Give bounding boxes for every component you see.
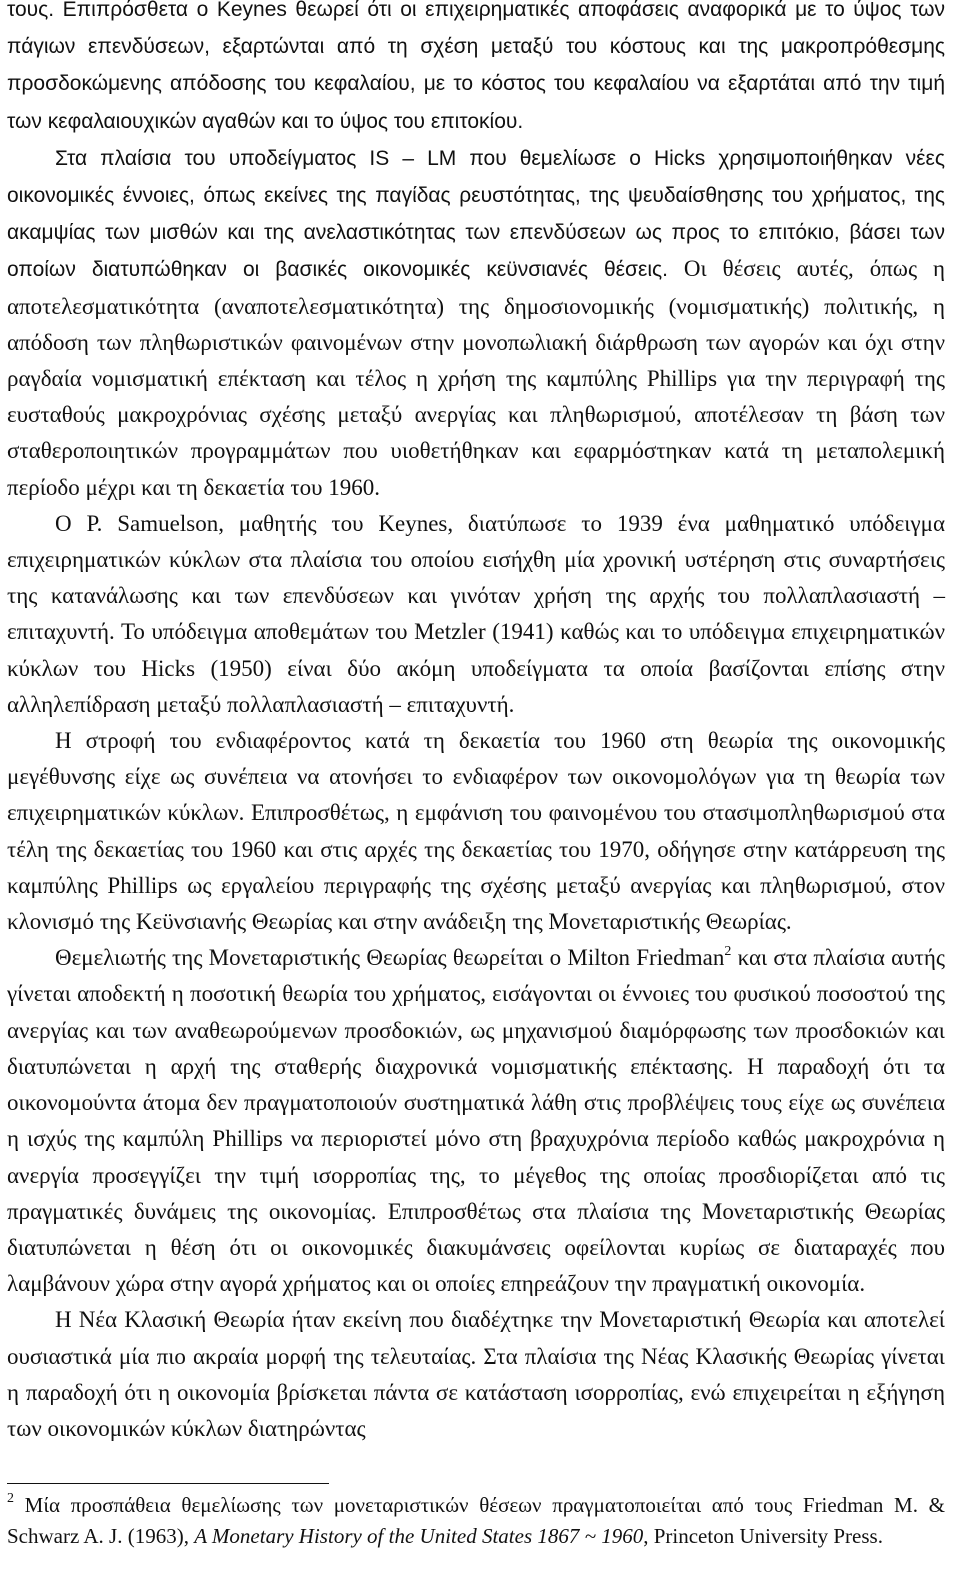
footnote-number: 2 [7, 1491, 14, 1506]
document-body [7, 0, 945, 1447]
paragraph-text: Στα πλαίσια του υποδείγματος IS – LM που θεμελίωσε ο Hicks χρησιμοποιήθηκαν νέες οικονομικές έννοιες, όπως εκείνες της παγίδας ρευστότητας, της ψευδαίσθησης του χρήματος, της ακαμψίας των μισθών και της ανελαστικότητας των επενδύσεων ως προς το επιτόκιο, βάσει των οποίων διατυπώθηκαν οι βασικές οικονομικές κεϋνσιανές θέσεις. [7, 146, 945, 282]
paragraph-text: Η Νέα Κλασική Θεωρία ήταν εκείνη που διαδέχτηκε την Μονεταριστική Θεωρία και αποτελεί ουσιαστικά μία πιο ακραία μορφή της τελευταίας. Στα πλαίσια της Νέας Κλασικής Θεωρίας γίνεται η παραδοχή ότι η οικονομία βρίσκεται πάντα σε κατάσταση ισορροπίας, ενώ επιχειρείται η εξήγηση των οικονομικών κύκλων διατηρώντας [7, 1307, 945, 1441]
paragraph-samuelson [7, 506, 945, 723]
footnote-divider [7, 1483, 329, 1484]
paragraph-text: Οι θέσεις αυτές, όπως η αποτελεσματικότητα (αναποτελεσματικότητα) της δημοσιονομικής (νομισματικής) πολιτικής, η απόδοση των πληθωριστικών φαινομένων στην μονοπωλιακή διάρθρωση των αγορών και όχι στην ραγδαία νομισματική επέκταση και τέλος η χρήση της καμπύλης Phillips για την περιγραφή της ευσταθούς μακροχρόνιας σχέσης μεταξύ ανεργίας και πληθωρισμού, αποτέλεσαν τη βάση των σταθεροποιητικών προγραμμάτων που υιοθετήθηκαν και εφαρμόστηκαν κατά τη μεταπολεμική περίοδο μέχρι και τη δεκαετία του 1960. [7, 256, 946, 500]
paragraph-is-lm [7, 140, 945, 506]
footnote-text-end: , Princeton University Press. [643, 1524, 883, 1548]
paragraph-text: Η στροφή του ενδιαφέροντος κατά τη δεκαετία του 1960 στη θεωρία της οικονομικής μεγέθυνσης είχε ως συνέπεια να ατονήσει το ενδιαφέρον των οικονομολόγων για τη θεωρία των επιχειρηματικών κύκλων. [7, 728, 945, 826]
paragraph-growth-shift [7, 723, 945, 940]
paragraph-text: και στα πλαίσια αυτής γίνεται αποδεκτή η ποσοτική θεωρία του χρήματος, εισάγονται οι έννοιες του φυσικού ποσοστού της ανεργίας και των αναθεωρούμενων προσδοκιών, ως μηχανισμού διαμόρφωσης των προσδοκιών και διατυπώνεται η αρχή της σταθερής διαχρονικά νομισματικής επέκτασης. [7, 945, 945, 1079]
footnote-reference: 2 [724, 944, 732, 960]
footnote-text: Μία προσπάθεια θεμελίωσης των μονεταριστικών θέσεων πραγματοποιείται από τους Friedman M. & Schwarz A. J. (1963), [7, 1493, 945, 1548]
paragraph-monetarism [7, 940, 945, 1302]
paragraph-text: τους. Επιπρόσθετα ο Keynes θεωρεί ότι οι επιχειρηματικές αποφάσεις αναφορικά με το ύψος των πάγιων επενδύσεων, εξαρτώνται από τη σχέση μεταξύ του κόστους και της μακροπρόθεσμης προσδοκώμενης απόδοσης του κεφαλαίου, με το κόστος του κεφαλαίου να εξαρτάται από την τιμή των κεφαλαιουχικών αγαθών και το ύψος του επιτοκίου. [7, 0, 945, 133]
paragraph-text: Η παραδοχή ότι τα οικονομούντα άτομα δεν πραγματοποιούν συστηματικά λάθη στις προβλέψεις τους είχε ως συνέπεια η ισχύς της καμπύλη Phillips να περιοριστεί μόνο στη βραχυχρόνια περίοδο καθώς μακροχρόνια η ανεργία προσεγγίζει την τιμή ισορροπίας της, το μέγεθος της οποίας προσδιορίζεται από τις πραγματικές δυνάμεις της οικονομίας. [7, 1053, 945, 1224]
paragraph-text: Θεμελιωτής της Μονεταριστικής Θεωρίας θεωρείται ο Milton Friedman [55, 945, 725, 971]
footnote-book-title: A Monetary History of the United States 1867 ~ 1960 [194, 1524, 644, 1548]
paragraph-keynes-investment [7, 0, 945, 140]
footnote [7, 1490, 945, 1552]
paragraph-text: Επιπροσθέτως, η εμφάνιση του φαινομένου του στασιμοπληθωρισμού στα τέλη της δεκαετίας του 1960 και στις αρχές της δεκαετίας του 1970, οδήγησε στην κατάρρευση της καμπύλης Phillips ως εργαλείου περιγραφής της σχέσης μεταξύ ανεργίας και πληθωρισμού, στον κλονισμό της Κεϋνσιανής Θεωρίας και στην ανάδειξη της Μονεταριστικής Θεωρίας. [7, 800, 945, 935]
paragraph-text: Επιπροσθέτως στα πλαίσια της Μονεταριστικής Θεωρίας διατυπώνεται η θέση ότι οι οικονομικές διακυμάνσεις οφείλονται κυρίως σε διαταραχές που λαμβάνουν χώρα στην αγορά χρήματος και οι οποίες επηρεάζουν την πραγματική οικονομία. [7, 1198, 946, 1297]
paragraph-new-classical [7, 1302, 945, 1447]
paragraph-text: Το υπόδειγμα αποθεμάτων του Metzler (1941) καθώς και το υπόδειγμα επιχειρηματικών κύκλων του Hicks (1950) είναι δύο ακόμη υποδείγματα τα οποία βασίζονται επίσης στην αλληλεπίδραση μεταξύ πολλαπλασιαστή – επιταχυντή. [7, 619, 945, 717]
paragraph-text: Ο P. Samuelson, μαθητής του Keynes, διατύπωσε το 1939 ένα μαθηματικό υπόδειγμα επιχειρηματικών κύκλων στα πλαίσια του οποίου εισήχθη μία χρονική υστέρηση στις συναρτήσεις της κατανάλωσης και των επενδύσεων και γινόταν χρήση της αρχής του πολλαπλασιαστή – επιταχυντή. [7, 510, 945, 645]
